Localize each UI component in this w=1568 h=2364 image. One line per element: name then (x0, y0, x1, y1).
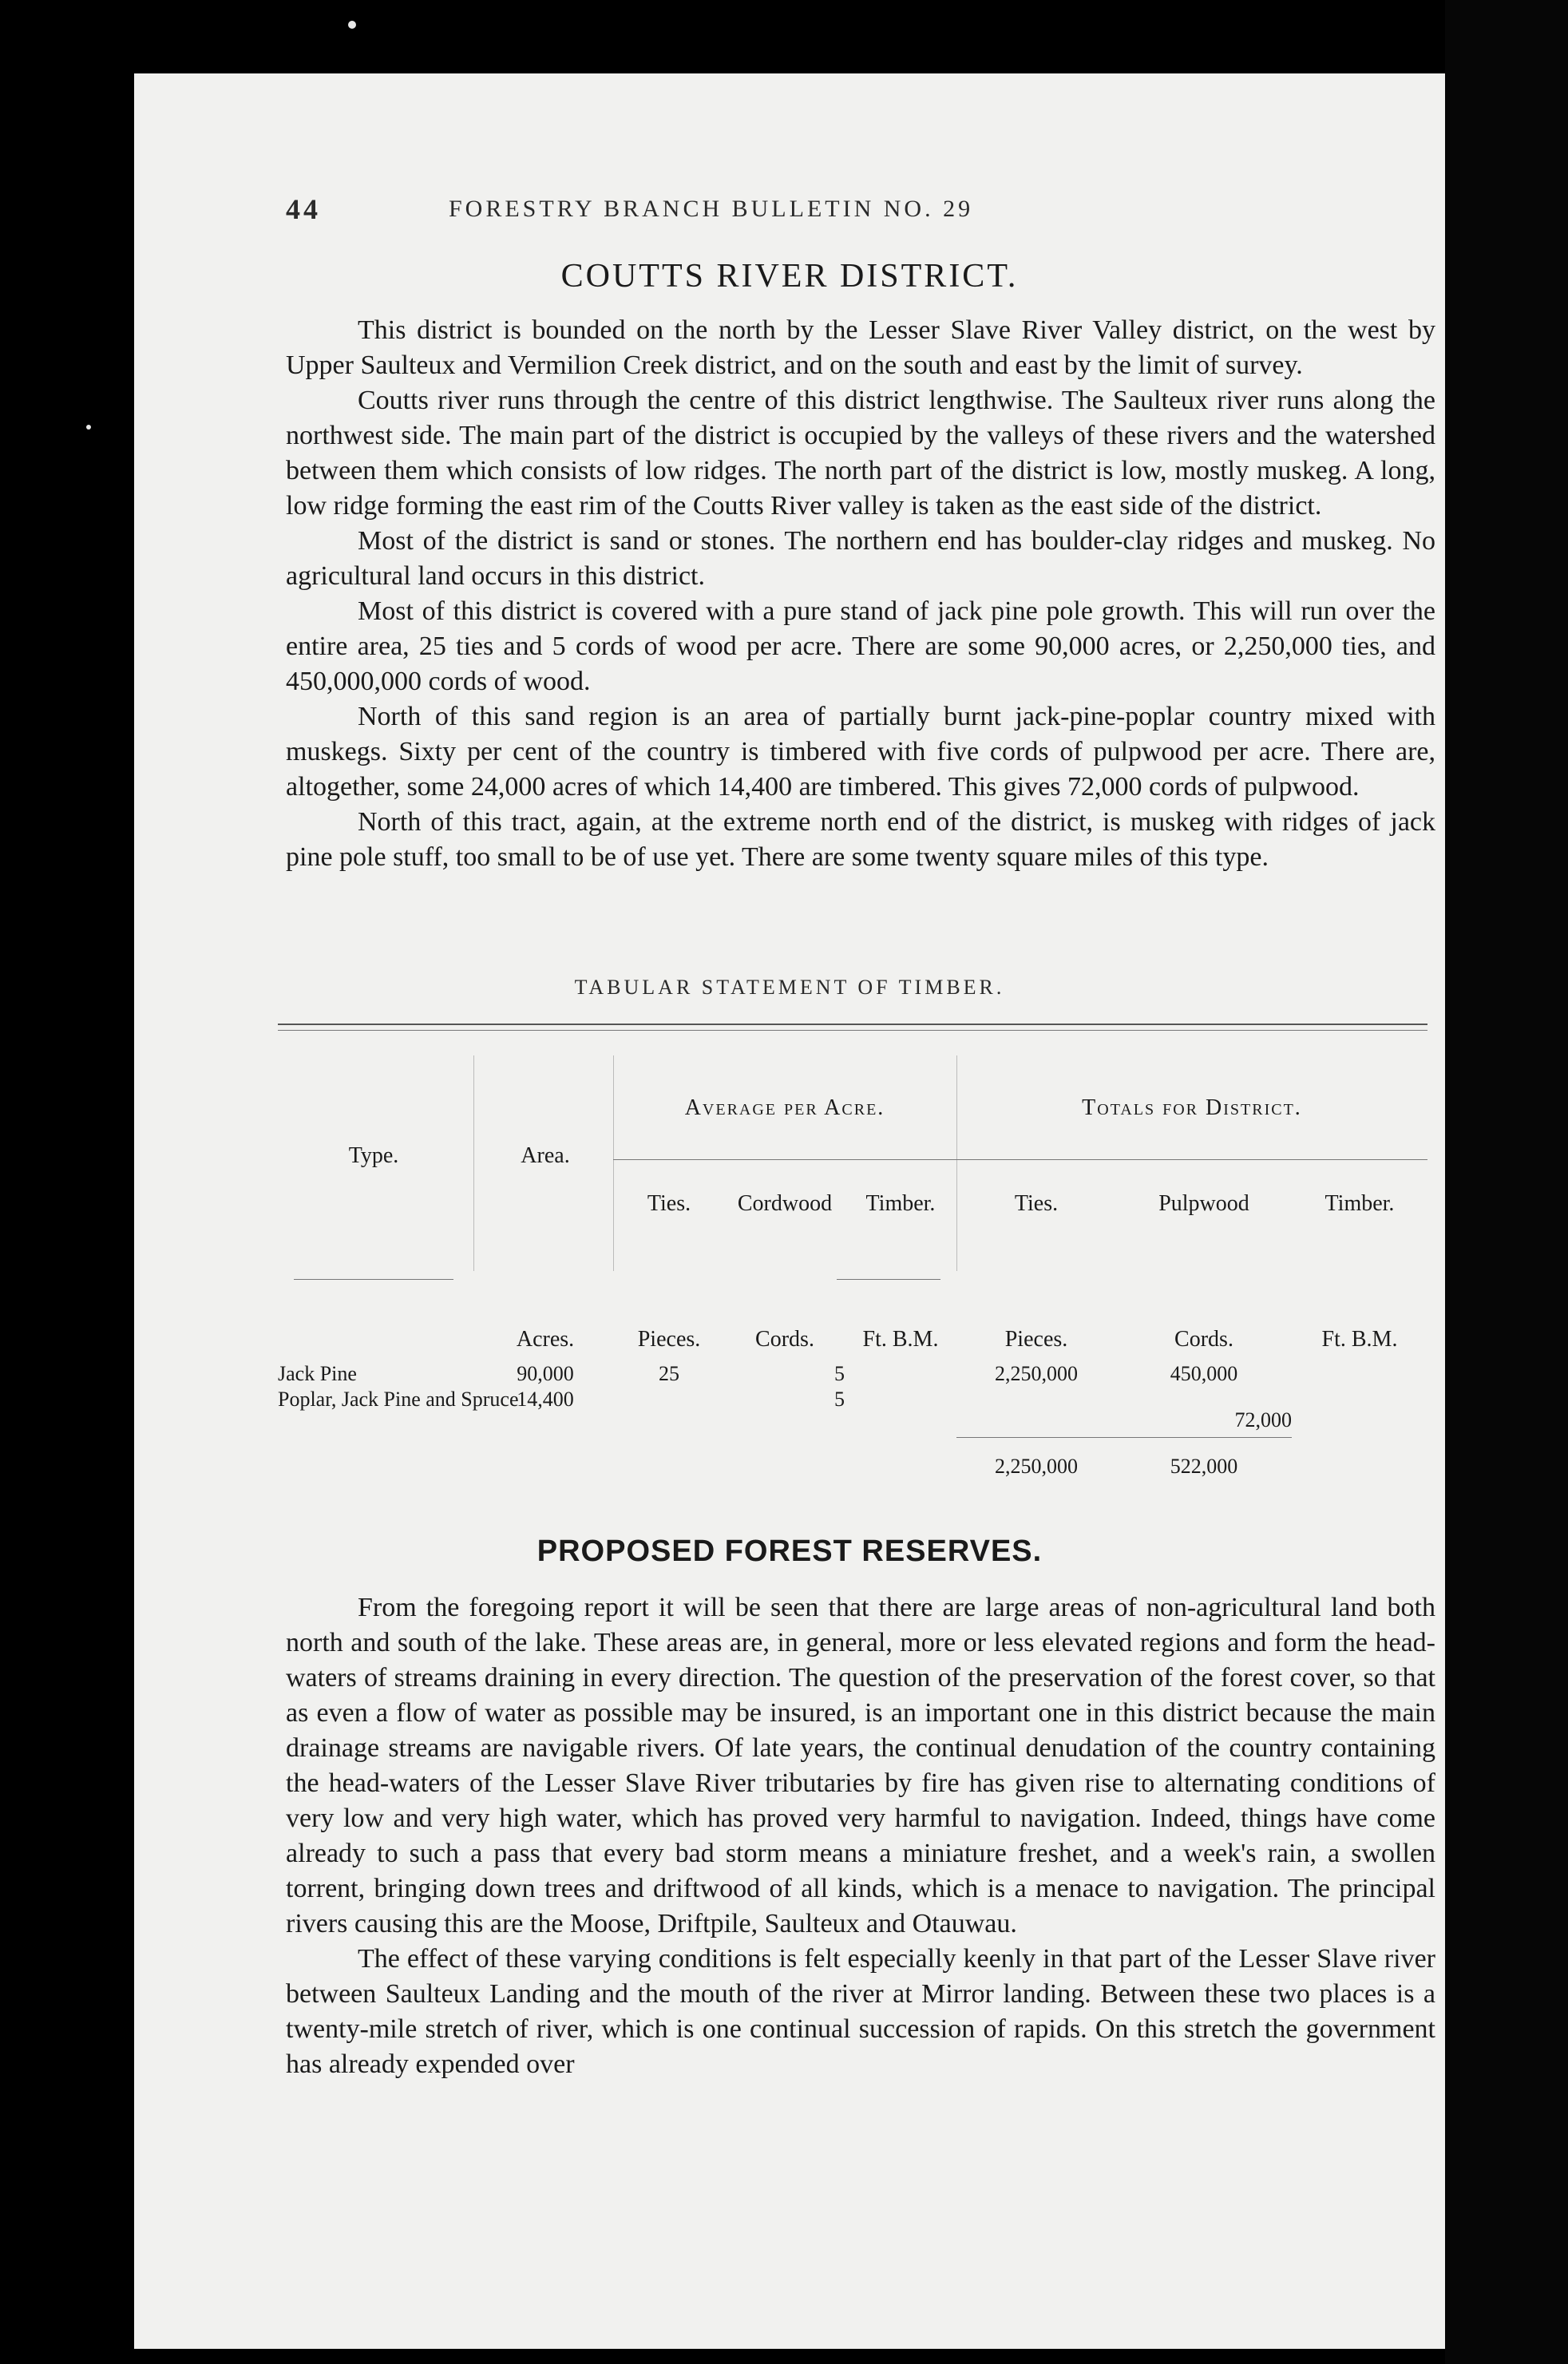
row-total-pulpwood: 72,000 (1234, 1408, 1292, 1431)
unit-rule (837, 1279, 940, 1280)
unit-acres: Acres. (516, 1327, 575, 1352)
unit-pieces-total: Pieces. (1004, 1327, 1068, 1352)
header-area: Area. (521, 1143, 570, 1168)
column-divider (613, 1055, 614, 1271)
paragraph: From the foregoing report it will be seen that there are large areas of non-agricultural land both north and south of the lake. These areas are, in general, more or less elevated regions and form the head-waters of streams draining in every direction. The question of the preservation of the forest cover, so that as even a flow of water as possible may be insured, is an important one in this district because the main drainage streams are navigable rivers. Of late years, the continual denudation of the country containing the head-waters of the Lesser Slave River tributaries by fire has given rise to alternating conditions of very low and very high water, which has proved very harmful to navigation. Indeed, things have come already to such a pass that every bad storm means a miniature freshet, and a week's rain, a swollen torrent, bringing down trees and driftwood of all kinds, which is a menace to navigation. The principal rivers causing this are the Moose, Driftpile, Saulteux and Otauwau. (286, 1593, 1435, 1938)
row-area: 14,400 (517, 1388, 574, 1411)
paragraph: Most of this district is covered with a pure stand of jack pine pole growth. This will run over the entire area, 25 ties and 5 cords of wood per acre. There are some 90,000 acres, or 2,250,000 ties, and 450,000,000 cords of wood. (286, 596, 1435, 696)
row-avg-cordwood: 5 (834, 1362, 845, 1385)
table-caption: TABULAR STATEMENT OF TIMBER. (574, 976, 1005, 999)
table-top-rule-2 (278, 1030, 1427, 1031)
subheader-timber-total: Timber. (1324, 1191, 1395, 1216)
sum-rule (956, 1437, 1292, 1438)
unit-pieces: Pieces. (637, 1327, 701, 1352)
subheader-ties-total: Ties. (1014, 1191, 1059, 1216)
document-page (134, 73, 1445, 2349)
paragraph: The effect of these varying conditions is felt especially keenly in that part of the Lesser Slave river between Saulteux Landing and the mouth of the river at Mirror landing. Between these two places is a twenty-mile stretch of river, which is one continual succession of rapids. On this stretch the government has already expended over (286, 1944, 1435, 2079)
scan-speck (348, 21, 356, 29)
header-totals-for-district: Totals for District. (1082, 1095, 1302, 1120)
page-number: 44 (286, 193, 321, 225)
row-total-pulpwood: 450,000 (1170, 1362, 1238, 1385)
table-top-rule (278, 1024, 1427, 1025)
paragraph: North of this sand region is an area of partially burnt jack-pine-poplar country mixed with muskegs. Sixty per cent of the country is timbered with five cords of pulpwood per acre. There are, altogether, some 24,000 acres of which 14,400 are timbered. This gives 72,000 cords of pulpwood. (286, 702, 1435, 802)
unit-ft-bm: Ft. B.M. (862, 1327, 939, 1352)
subheader-cordwood: Cordwood (737, 1191, 833, 1216)
paragraph: This district is bounded on the north by the Lesser Slave River Valley district, on the west by Upper Saulteux and Vermilion Creek district, and on the south and east by the limit of survey. (286, 315, 1435, 380)
row-type: Poplar, Jack Pine and Spruce (278, 1388, 519, 1411)
reserves-text (286, 1590, 1435, 2082)
unit-rule (294, 1279, 453, 1280)
subheader-pulpwood: Pulpwood (1158, 1191, 1249, 1216)
paragraph: North of this tract, again, at the extreme north end of the district, is muskeg with ridges of jack pine pole stuff, too small to be of use yet. There are some twenty square miles of this type. (286, 807, 1435, 872)
district-title: COUTTS RIVER DISTRICT. (560, 258, 1019, 295)
row-avg-ties: 25 (659, 1362, 679, 1385)
running-title: FORESTRY BRANCH BULLETIN NO. 29 (449, 196, 974, 222)
paragraph: Coutts river runs through the centre of this district lengthwise. The Saulteux river runs along the northwest side. The main part of the district is occupied by the valleys of these rivers and the watershed between them which consists of low ridges. The north part of the district is low, mostly muskeg. A long, low ridge forming the east rim of the Coutts River valley is taken as the east side of the district. (286, 386, 1435, 521)
scan-border (1445, 0, 1568, 2364)
column-divider (473, 1055, 474, 1271)
header-average-per-acre: Average per Acre. (684, 1095, 885, 1120)
row-avg-cordwood: 5 (834, 1388, 845, 1411)
timber-table (278, 1024, 1427, 1503)
total-ties: 2,250,000 (995, 1455, 1078, 1478)
row-area: 90,000 (517, 1362, 574, 1385)
column-divider (956, 1055, 957, 1271)
paragraph: Most of the district is sand or stones. The northern end has boulder-clay ridges and muskeg. No agricultural land occurs in this district. (286, 526, 1435, 591)
row-type: Jack Pine (278, 1362, 357, 1385)
unit-cords: Cords. (755, 1327, 814, 1352)
scan-speck (86, 425, 91, 430)
district-description (286, 313, 1435, 875)
row-total-ties: 2,250,000 (995, 1362, 1078, 1385)
unit-cords-total: Cords. (1174, 1327, 1233, 1352)
unit-ft-bm-total: Ft. B.M. (1321, 1327, 1398, 1352)
subheader-ties: Ties. (647, 1191, 691, 1216)
group-rule (613, 1159, 1427, 1160)
subheader-timber: Timber. (865, 1191, 936, 1216)
section-title: PROPOSED FOREST RESERVES. (537, 1534, 1043, 1568)
header-type: Type. (348, 1143, 399, 1168)
running-header (286, 193, 1324, 225)
total-pulpwood: 522,000 (1170, 1455, 1238, 1478)
